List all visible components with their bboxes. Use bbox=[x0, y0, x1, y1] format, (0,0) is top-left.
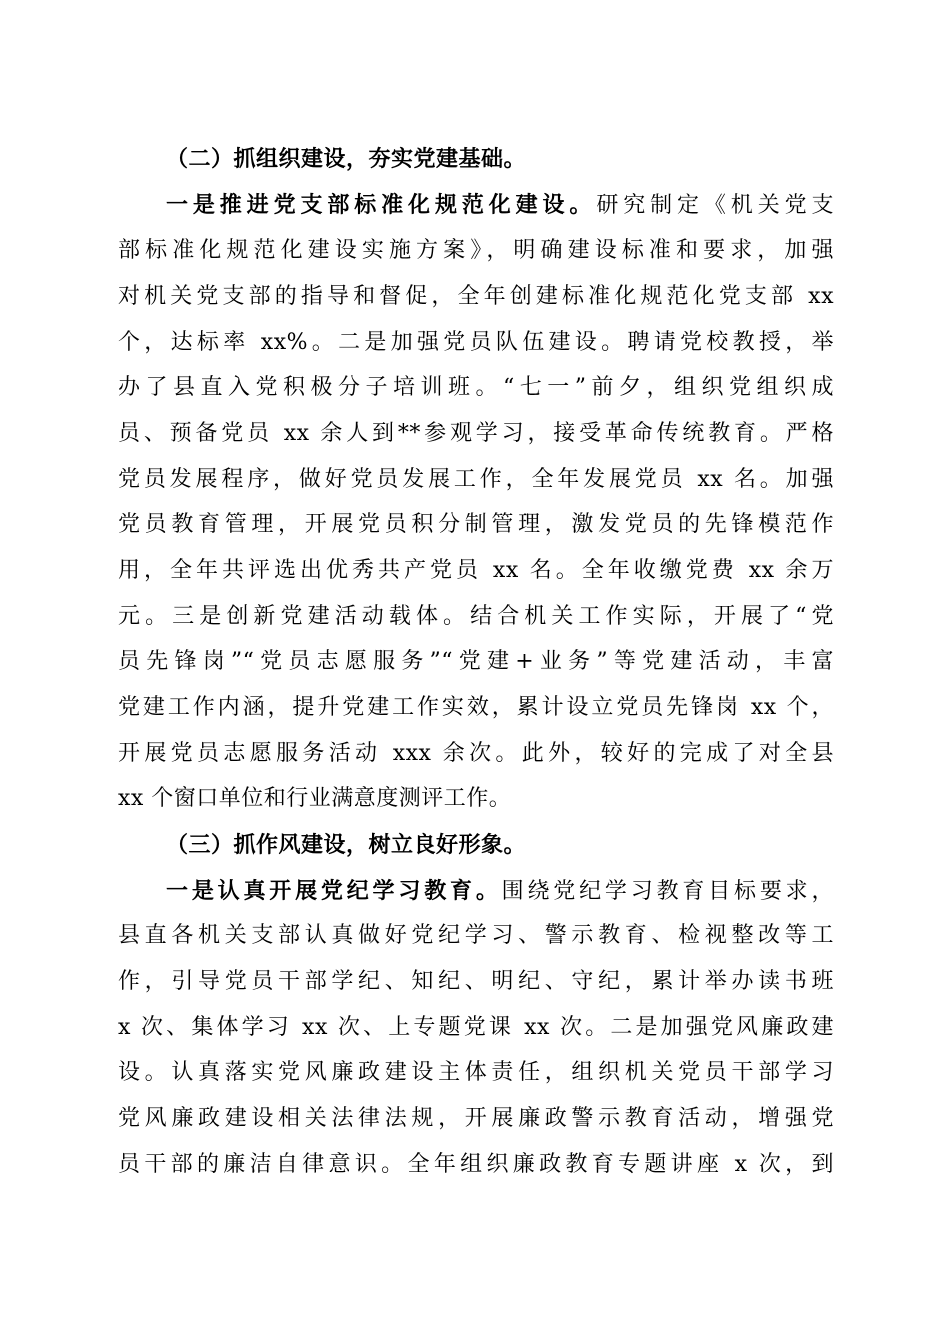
paragraph-line: 党建工作内涵，提升党建工作实效，累计设立党员先锋岗 xx 个， bbox=[118, 695, 834, 720]
paragraph-line: xx 个窗口单位和行业满意度测评工作。 bbox=[118, 786, 512, 811]
paragraph-line: 党员教育管理，开展党员积分制管理，激发党员的先锋模范作 bbox=[118, 512, 834, 537]
paragraph-line: 元。三是创新党建活动载体。结合机关工作实际，开展了“党 bbox=[118, 604, 834, 629]
section-heading-2: （二）抓组织建设，夯实党建基础。 bbox=[166, 146, 527, 172]
paragraph-line: 对机关党支部的指导和督促，全年创建标准化规范化党支部 xx bbox=[118, 284, 834, 309]
lead-phrase: 一是推进党支部标准化规范化建设。 bbox=[166, 192, 597, 218]
paragraph-line: 部标准化规范化建设实施方案》，明确建设标准和要求，加强 bbox=[118, 238, 834, 263]
paragraph-line: 党员发展程序，做好党员发展工作，全年发展党员 xx 名。加强 bbox=[118, 467, 834, 492]
paragraph-line: 设。认真落实党风廉政建设主体责任，组织机关党员干部学习 bbox=[118, 1060, 834, 1085]
line-text: 围绕党纪学习教育目标要求， bbox=[501, 879, 834, 904]
line-text: 研究制定《机关党支 bbox=[596, 193, 834, 218]
paragraph-line: 办了县直入党积极分子培训班。“七一”前夕，组织党组织成 bbox=[118, 375, 834, 400]
section-heading-3: （三）抓作风建设，树立良好形象。 bbox=[166, 832, 527, 858]
paragraph-line: 员干部的廉洁自律意识。全年组织廉政教育专题讲座 x 次，到 bbox=[118, 1152, 834, 1177]
paragraph-line: 县直各机关支部认真做好党纪学习、警示教育、检视整改等工 bbox=[118, 923, 834, 948]
paragraph-line bbox=[166, 876, 834, 906]
paragraph-line: 党风廉政建设相关法律法规，开展廉政警示教育活动，增强党 bbox=[118, 1106, 834, 1131]
paragraph-line: 个，达标率 xx%。二是加强党员队伍建设。聘请党校教授，举 bbox=[118, 330, 834, 355]
paragraph-line: 用，全年共评选出优秀共产党员 xx 名。全年收缴党费 xx 余万 bbox=[118, 558, 834, 583]
lead-phrase: 一是认真开展党纪学习教育。 bbox=[166, 878, 502, 904]
paragraph-line bbox=[166, 190, 834, 220]
paragraph-line: 员、预备党员 xx 余人到**参观学习，接受革命传统教育。严格 bbox=[118, 421, 834, 446]
paragraph-line: 作，引导党员干部学纪、知纪、明纪、守纪，累计举办读书班 bbox=[118, 969, 834, 994]
paragraph-line: 员先锋岗”“党员志愿服务”“党建+业务”等党建活动，丰富 bbox=[118, 649, 834, 674]
paragraph-line: 开展党员志愿服务活动 xxx 余次。此外，较好的完成了对全县 bbox=[118, 741, 834, 766]
paragraph-line: x 次、集体学习 xx 次、上专题党课 xx 次。二是加强党风廉政建 bbox=[118, 1015, 834, 1040]
